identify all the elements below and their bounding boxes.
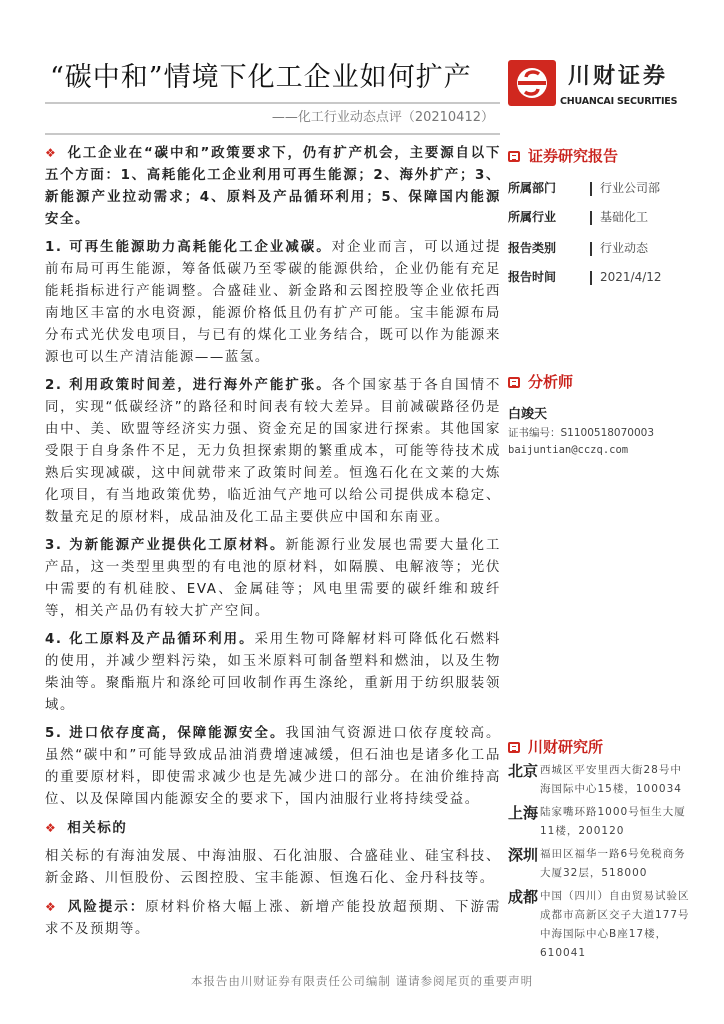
analyst-info <box>508 372 698 457</box>
report-info <box>508 146 698 285</box>
meta-row <box>508 240 698 256</box>
point-body: 新能源行业发展也需要大量化工产品，这一类型里典型的有电池的原材料，如隔膜、电解液等；光伏中需要的有机硅胶、EVA、金属硅等；风电里需要的碳纤维和玻纤等，相关产品仍有较大扩产空间。 <box>45 538 501 619</box>
section-title: 川财研究所 <box>528 738 604 756</box>
office-addr: 西城区平安里西大街28号中海国际中心15楼，100034 <box>540 764 682 795</box>
diamond-bullet-icon: ❖ <box>45 821 58 835</box>
risk-text: 原材料价格大幅上涨、新增产能投放超预期、下游需求不及预期等。 <box>45 900 501 937</box>
diamond-bullet-icon: ❖ <box>45 146 58 160</box>
divider <box>45 102 500 104</box>
meta-key: 报告时间 <box>508 270 557 284</box>
brand-name-en: CHUANCAI SECURITIES <box>560 96 678 107</box>
meta-row <box>508 269 698 285</box>
point-5 <box>45 723 501 811</box>
meta-row <box>508 180 698 196</box>
office-addr: 福田区福华一路6号免税商务大厦32层，518000 <box>540 848 686 879</box>
meta-key: 所属部门 <box>508 181 557 195</box>
divider <box>45 133 500 135</box>
office-city: 成都 <box>508 888 539 906</box>
meta-row <box>508 209 698 225</box>
meta-key: 所属行业 <box>508 210 557 224</box>
related-heading <box>45 817 501 840</box>
point-heading: 3. 为新能源产业提供化工原材料。 <box>45 538 286 553</box>
meta-value: 行业动态 <box>590 242 648 256</box>
office-address <box>508 845 698 883</box>
point-2 <box>45 375 501 529</box>
risk-heading: 风险提示： <box>67 900 146 915</box>
meta-value: 基础化工 <box>590 211 648 225</box>
point-4 <box>45 629 501 717</box>
section-title: 证券研究报告 <box>528 147 619 165</box>
office-addr: 中国（四川）自由贸易试验区成都市高新区交子大道177号中海国际中心B座17楼，610041 <box>540 890 690 959</box>
analyst-email[interactable]: baijuntian@cczq.com <box>508 444 629 456</box>
chuancai-logo-icon <box>508 60 556 106</box>
office-address <box>508 803 698 841</box>
point-heading: 2. 利用政策时间差，进行海外产能扩张。 <box>45 378 332 393</box>
diamond-bullet-icon: ❖ <box>45 900 58 914</box>
office-city: 上海 <box>508 804 539 822</box>
office-address <box>508 761 698 799</box>
point-heading: 4. 化工原料及产品循环利用。 <box>45 632 255 647</box>
section-icon <box>508 377 520 388</box>
office-city: 北京 <box>508 762 539 780</box>
point-body: 对企业而言，可以通过提前布局可再生能源，筹备低碳乃至零碳的能源供给，企业仍能有充足能耗指标进行产能调整。合盛硅业、新金路和云图控股等企业依托西南地区丰富的水电资源，能源价格低且仍有扩产可能。宝丰能源布局分布式光伏发电项目，与已有的煤化工业务结合，既可以作为能源来源也可以生产清洁能源——蓝氢。 <box>45 240 501 365</box>
point-1 <box>45 237 501 369</box>
office-address <box>508 887 698 963</box>
report-body <box>45 142 501 947</box>
point-body: 我国油气资源进口依存度较高。虽然“碳中和”可能导致成品油消费增速减缓，但石油也是诸多化工品的重要原材料，即使需求减少也是先减少进口的部分。在油价维持高位、以及保障国内能源安全的要求下，国内油服行业将持续受益。 <box>45 726 501 807</box>
summary <box>45 142 501 231</box>
section-heading <box>508 372 698 392</box>
meta-value: 行业公司部 <box>590 182 660 196</box>
analyst-cert: 证书编号：S1100518070003 <box>508 427 655 439</box>
office-city: 深圳 <box>508 846 539 864</box>
institute-info <box>508 737 698 963</box>
related-heading-text: 相关标的 <box>67 821 128 836</box>
office-addr: 陆家嘴环路1000号恒生大厦11楼，200120 <box>540 806 686 837</box>
section-icon <box>508 742 520 753</box>
meta-value: 2021/4/12 <box>590 271 662 285</box>
page-footer: 本报告由川财证券有限责任公司编制 谨请参阅尾页的重要声明 <box>190 974 534 988</box>
meta-key: 报告类别 <box>508 241 557 255</box>
section-heading <box>508 737 698 757</box>
report-title: “碳中和”情境下化工企业如何扩产 <box>50 62 472 93</box>
analyst-name: 白竣天 <box>508 407 548 422</box>
section-heading <box>508 146 698 166</box>
point-heading: 5. 进口依存度高，保障能源安全。 <box>45 726 286 741</box>
related-text: 相关标的有海油发展、中海油服、石化油服、合盛硅业、硅宝科技、新金路、川恒股份、云图控股、宝丰能源、恒逸石化、金丹科技等。 <box>45 849 501 886</box>
point-body: 采用生物可降解材料可降低化石燃料的使用，并减少塑料污染，如玉米原料可制备塑料和燃油，以及生物柴油等。聚酯瓶片和涤纶可回收制作再生涤纶，重新用于纺织服装领域。 <box>45 632 501 713</box>
point-body: 各个国家基于各自国情不同，实现“低碳经济”的路径和时间表有较大差异。目前减碳路径仍是由中、美、欧盟等经济实力强、资金充足的国家进行探索。其他国家受限于自身条件不足，无力负担探索期的繁重成本，可能等待技术成熟后实现减碳，这中间就带来了政策时间差。恒逸石化在文莱的大炼化项目，有当地政策优势，临近油气产地可以给公司提供成本稳定、数量充足的原材料，成品油及化工品主要供应中国和东南亚。 <box>45 378 501 525</box>
summary-text: 化工企业在“碳中和”政策要求下，仍有扩产机会，主要源自以下五个方面：1、高耗能化工企业利用可再生能源；2、海外扩产；3、新能源产业拉动需求；4、原料及产品循环利用；5、保障国内能源安全。 <box>45 146 502 227</box>
brand-name: 川财证券 <box>568 64 669 89</box>
report-subtitle: ——化工行业动态点评（20210412） <box>271 110 494 125</box>
risk-note <box>45 896 501 941</box>
point-3 <box>45 535 501 623</box>
section-icon <box>508 151 520 162</box>
point-heading: 1. 可再生能源助力高耗能化工企业减碳。 <box>45 240 332 255</box>
section-title: 分析师 <box>528 373 574 391</box>
